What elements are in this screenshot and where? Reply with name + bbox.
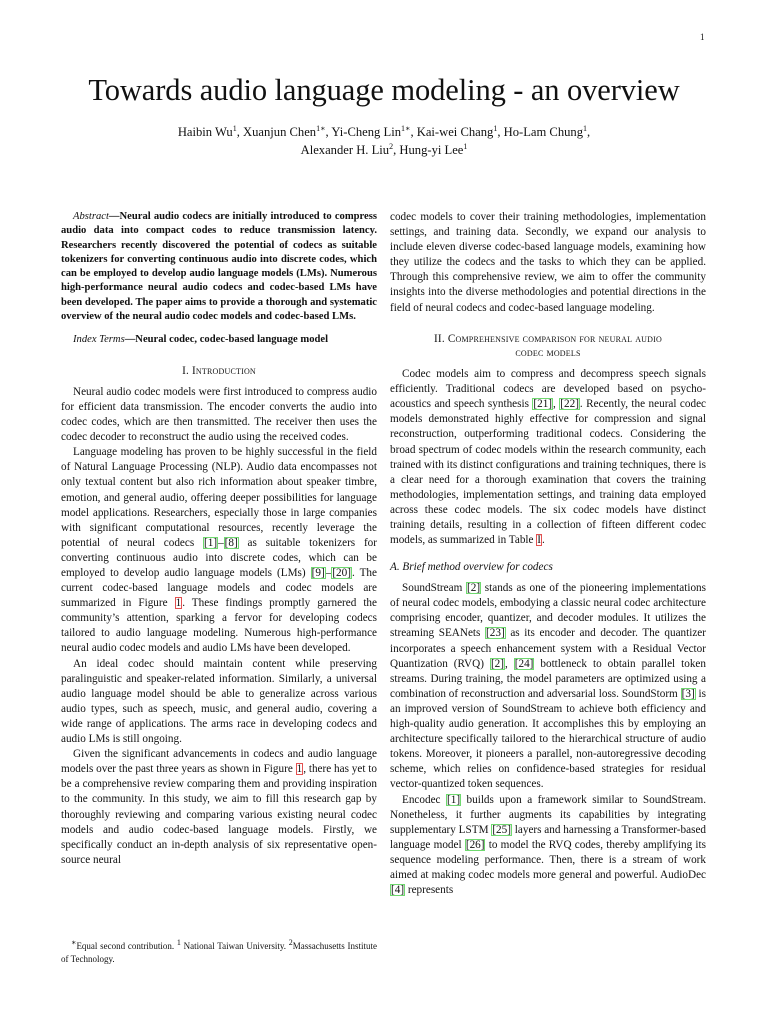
citation-link[interactable]: [9] bbox=[311, 567, 325, 579]
abstract bbox=[61, 210, 377, 324]
page-number: 1 bbox=[700, 32, 705, 42]
affiliation-marker: 1 bbox=[583, 123, 588, 133]
citation-link[interactable]: [22] bbox=[560, 398, 579, 411]
intro-paragraph-2: Language modeling has proven to be highly successful in the field of Natural Language Processing (NLP). Audio data encompasses not only textual content but also rich information about speaker timbre, emotion, and general audio, offering deeper possibilities for language model applications. Researchers, especially those in large companies with significant computational resources, recently leverage the potential of neural codecs [1]–[8] as suitable tokenizers for converting continuous audio into discrete codes, which can be employed to develop audio language models (LMs) [9]–[20]. The current codec-based language models and codec models are summarized in Figure 1. These findings promptly garnered the community’s attention, sparking a fervor for developing codecs tailored to audio language modeling. Numerous high-performance neural audio codec models and audio LMs have been developed. bbox=[61, 446, 377, 655]
citation-link[interactable]: [21] bbox=[533, 398, 553, 411]
affiliation-marker: 1 bbox=[463, 141, 468, 151]
footnote-marker: ∗ bbox=[71, 938, 77, 947]
index-terms-text: —Neural codec, codec-based language model bbox=[124, 334, 329, 346]
index-terms-label: Index Terms bbox=[73, 334, 125, 346]
section-heading-introduction: I. Introduction bbox=[182, 364, 256, 377]
abstract-label: Abstract bbox=[73, 211, 109, 222]
cross-reference-link[interactable]: 1 bbox=[175, 597, 182, 610]
method-paragraph-soundstream: SoundStream [2] stands as one of the pioneering implementations of neural codec models, embodying a classic neural codec architecture comprising encoder, quantizer, and decoder modules. It utilizes the streaming SEANets [23] as its encoder and decoder. The quantizer incorporates a speech enhancement system with a Residual Vector Quantization (RVQ) [2], [24] bottleneck to obtain parallel token streams. During training, the model parameters are optimized using a combination of reconstruction and adversarial loss. SoundStorm [3] is an improved version of SoundStream to achieve both efficiency and high-quality audio generation. It accomplishes this by employing an architecture specifically tailored to the hierarchical structure of audio tokens. Moreover, it pioneers a parallel, non-autoregressive decoding scheme, which relies on confidence-based strategies for residual vector-quantized token sequences. bbox=[390, 582, 706, 791]
citation-link[interactable]: [25] bbox=[492, 823, 511, 836]
author-line-2: Alexander H. Liu$^2$, Hung-yi Lee$^1$ bbox=[300, 141, 468, 157]
citation-link[interactable]: [8] bbox=[224, 536, 238, 549]
citation-link[interactable]: [2] bbox=[490, 657, 504, 670]
citation-link[interactable]: [20] bbox=[332, 567, 351, 579]
section-heading-comparison-line-1: II. Comprehensive comparison for neural audio bbox=[434, 332, 662, 345]
citation-link[interactable]: [23] bbox=[486, 627, 505, 640]
citation-link[interactable]: [24] bbox=[514, 657, 534, 670]
citation-link[interactable]: [26] bbox=[465, 838, 485, 851]
subsection-heading-method-overview: A. Brief method overview for codecs bbox=[390, 561, 553, 574]
affiliation-marker: 1∗ bbox=[316, 123, 326, 133]
left-column bbox=[61, 210, 377, 868]
index-terms bbox=[61, 333, 377, 347]
abstract-text: —Neural audio codecs are initially introduced to compress audio data into compact codes to reduce transmission latency. Researchers recently discovered the potential of codecs as suitable tokenizers for converting continuous audio into discrete codes, which can be employed to develop audio language models (LMs). Numerous high-performance neural audio codecs and codec-based LMs have been developed. The paper aims to provide a thorough and systematic overview of the neural audio codec models and codec-based LMs. bbox=[61, 211, 377, 323]
method-paragraph-encodec: Encodec [1] builds upon a framework similar to SoundStream. Nonetheless, it further augments its capabilities by integrating supplementary LSTM [25] layers and harnessing a Transformer-based language model [26] to model the RVQ codes, thereby amplifying its sequence modeling performance. Then, there is a stream of work aimed at making codec models more general and powerful. AudioDec [4] represents bbox=[390, 793, 707, 897]
right-column bbox=[390, 210, 706, 898]
footnote: ∗Equal second contribution. $^1$ National Taiwan University. $^2$Massachusetts Institute of Technology. bbox=[61, 938, 377, 964]
cross-reference-link[interactable]: 1 bbox=[296, 763, 303, 776]
author-line-1: Haibin Wu$^1$, Xuanjun Chen$^{1∗}$, Yi-Cheng Lin$^{1∗}$, Kai-wei Chang$^1$, Ho-Lam Chung$^1$, bbox=[177, 123, 591, 139]
affiliation-marker: 1 bbox=[493, 123, 498, 133]
citation-link[interactable]: [2] bbox=[467, 582, 481, 595]
section-heading-comparison bbox=[390, 332, 706, 360]
comparison-paragraph-1: Codec models aim to compress and decompress speech signals efficiently. Traditional codecs are developed based on psycho-acoustics and speech synthesis [21], [22]. Recently, the neural codec models demonstrated highly effective for compression and signal reconstruction, outperforming traditional codecs. Considering the broad spectrum of codec models within the research community, each trained with its distinct configurations and training techniques, there is a clear need for a thorough examination that covers the training methodologies, implementation settings, and training data employed across these codec models. The six codec models have distinct training details, resulting in a collection of fifteen different codec models, as summarized in Table I. bbox=[390, 368, 707, 547]
intro-paragraph-1: Neural audio codec models were first introduced to compress audio for efficient data transmission. The encoder converts the audio into codec codes, which are then transmitted. The receiver then uses the codec decoder to reconstruct the audio using the received codes. bbox=[61, 385, 377, 444]
intro-paragraph-3: An ideal codec should maintain content while preserving paralinguistic and speaker-related information. Similarly, a universal audio language model should be able to generalize across various audio types, such as speech, music, and general audio, covering a wide range of applications. The arms race in developing codecs and audio LMs is still ongoing. bbox=[61, 657, 377, 746]
affiliation-marker: 1 bbox=[232, 123, 237, 133]
intro-paragraph-4: Given the significant advancements in codecs and audio language models over the past three years as shown in Figure 1, there has yet to be a comprehensive review comparing them and providing inspiration to the community. In this study, we aim to fill this research gap by thoroughly reviewing and comparing various existing neural codec models and audio codec-based language models. Firstly, we specifically conduct an in-depth analysis of six representative open-source neural bbox=[61, 748, 377, 866]
intro-paragraph-continued: codec models to cover their training methodologies, implementation settings, and training data. Secondly, we expand our analysis to include eleven diverse codec-based language models, examining how they utilize the codecs and the tasks to which they can be applied. Through this comprehensive review, we aim to offer the community insights into the diverse methodologies and potential directions in the field of neural codecs and codec-based language modeling. bbox=[390, 211, 706, 314]
citation-link[interactable]: [1] bbox=[447, 793, 461, 806]
section-heading-comparison-line-2: codec models bbox=[515, 346, 581, 359]
footnote-marker: 2 bbox=[288, 938, 293, 947]
cross-reference-link[interactable]: I bbox=[537, 534, 542, 547]
citation-link[interactable]: [4] bbox=[391, 884, 405, 897]
citation-link[interactable]: [3] bbox=[681, 687, 695, 700]
citation-link[interactable]: [1] bbox=[204, 536, 218, 549]
affiliation-marker: 1∗ bbox=[401, 123, 411, 133]
author-list bbox=[60, 123, 708, 159]
paper-title: Towards audio language modeling - an overview bbox=[88, 73, 680, 107]
footnote-marker: 1 bbox=[176, 938, 181, 947]
affiliation-marker: 2 bbox=[389, 141, 394, 151]
